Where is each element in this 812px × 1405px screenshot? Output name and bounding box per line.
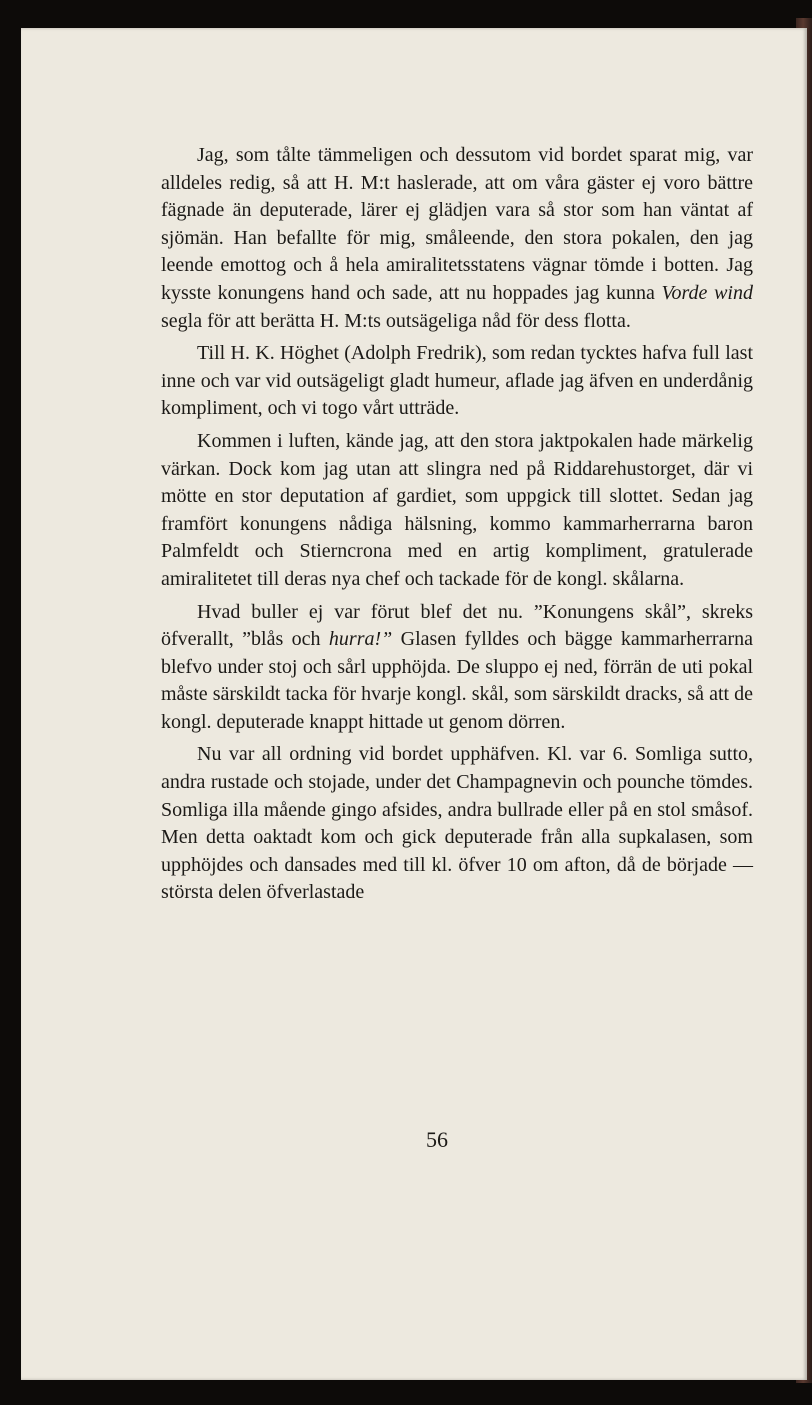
paragraph-4 xyxy=(161,599,753,737)
text-run: segla för att berätta H. M:ts outsägeliga nåd för dess flotta. xyxy=(161,309,631,332)
italic-text-run: hurra!” xyxy=(328,628,393,651)
paragraph-1 xyxy=(161,142,753,335)
body-text xyxy=(161,142,753,912)
italic-text-run: Vorde wind xyxy=(661,281,753,304)
text-run: Hvad buller ej var förut blef det nu. ”Konungens skål”, skreks öfverallt, ”blås och xyxy=(161,600,753,651)
text-run: Glasen fylldes och bägge kammarherrarna blefvo under stoj och sårl upphöjda. De sluppo ej ned, förrän de uti pokal måste särskildt tacka för hvarje kongl. skål, som särskildt dracks, så att de kongl. deputerade knappt hittade ut genom dörren. xyxy=(161,628,753,733)
paragraph-2 xyxy=(161,340,753,423)
paragraph-3 xyxy=(161,428,753,594)
text-run: Jag, som tålte tämmeligen och dessutom vid bordet sparat mig, var alldeles redig, så att H. M:t haslerade, att om våra gäster ej voro bättre fägnade än deputerade, lärer ej glädjen vara så stor som han väntat af sjömän. Han befallte för mig, småleende, den stora pokalen, den jag leende emottog och å hela amiralitetsstatens vägnar tömde i botten. Jag kysste konungens hand och sade, att nu hoppades jag kunna xyxy=(161,144,753,304)
paragraph-5 xyxy=(161,741,753,907)
page-number: 56 xyxy=(426,1127,448,1152)
text-run: Till H. K. Höghet (Adolph Fredrik), som redan tycktes hafva full last inne och var vid outsägeligt gladt humeur, aflade jag äfven en underdånig kompliment, och vi togo vårt utträde. xyxy=(161,342,753,420)
text-run: Kommen i luften, kände jag, att den stora jaktpokalen hade märkelig värkan. Dock kom jag utan att slingra ned på Riddarehustorget, där vi mötte en stor deputation af gardiet, som uppgick till slottet. Sedan jag framfört konungens nådiga hälsning, kommo kammarherrarna baron Palmfeldt och Stierncrona med en artig kompliment, gratulerade amiralitetet till deras nya chef och tackade för de kongl. skålarna. xyxy=(161,429,753,590)
text-run: Nu var all ordning vid bordet upphäfven. Kl. var 6. Somliga sutto, andra rustade och stojade, under det Champagnevin och pounche tömdes. Somliga illa mående gingo afsides, andra bullrade eller på en stol småsof. Men detta oaktadt kom och gick deputerade från alla supkalasen, som upphöjdes och dansades med till kl. öfver 10 om afton, då de började — största delen öfverlastade xyxy=(161,743,753,904)
